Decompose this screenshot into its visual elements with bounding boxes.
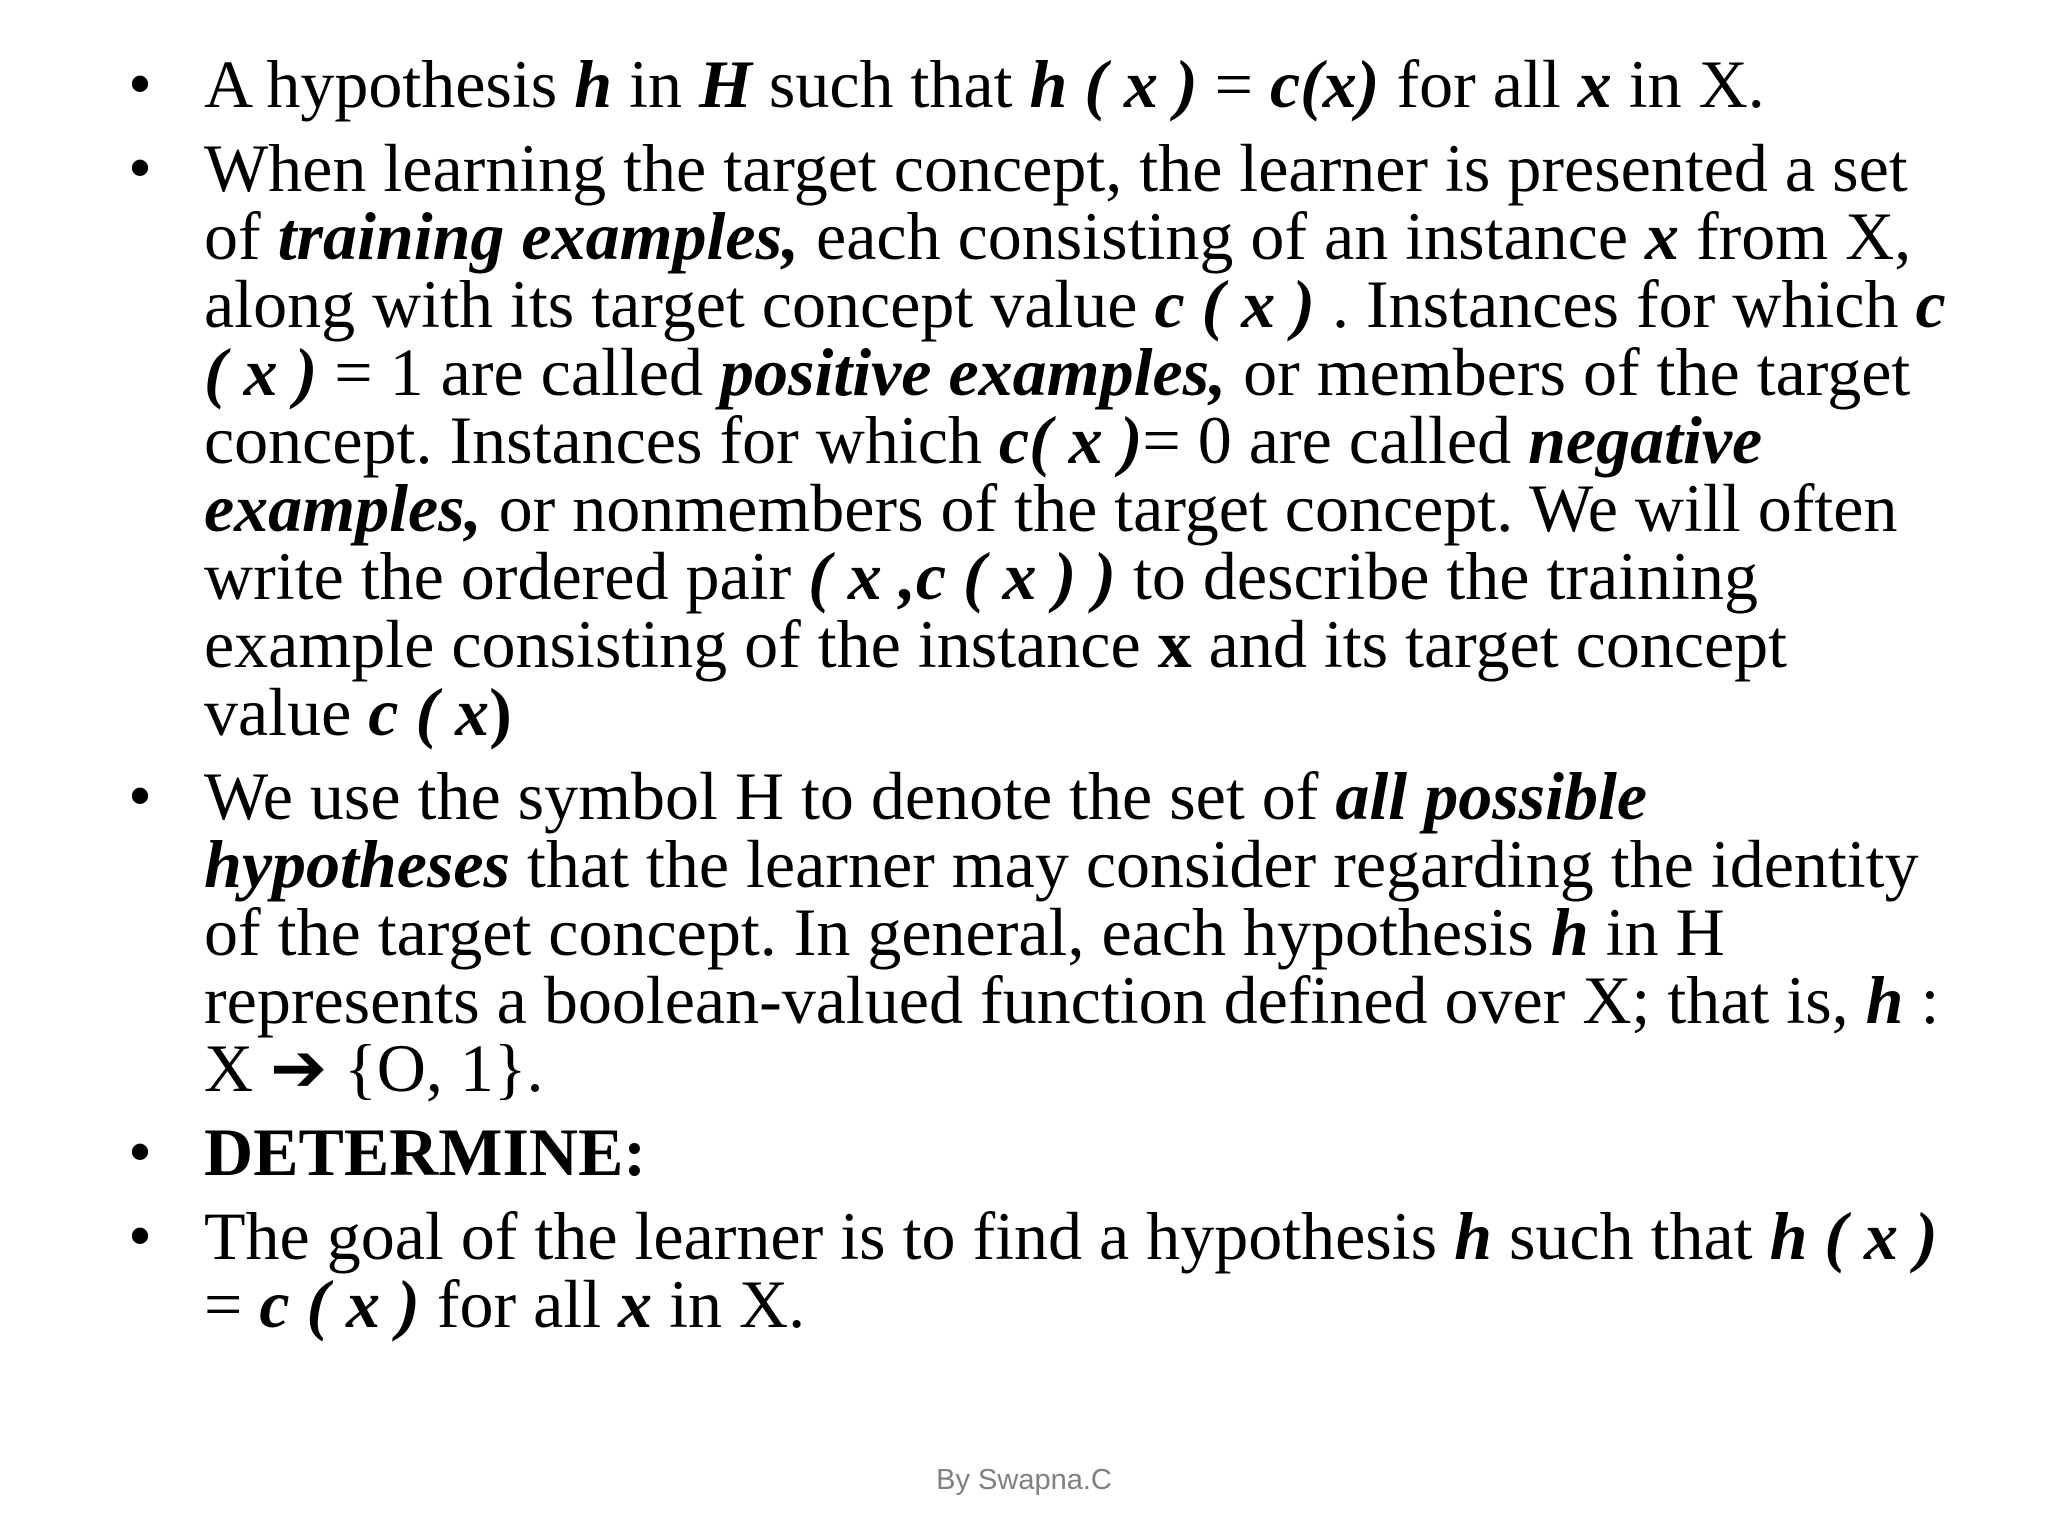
text-run: c ( x [368, 674, 490, 750]
bullet-icon: • [129, 762, 151, 829]
text-run: c( x ) [998, 402, 1143, 478]
text-run: h [1865, 962, 1904, 1038]
text-run: h [574, 46, 613, 122]
text-run: h ( x ) [1029, 46, 1198, 122]
text-run: A hypothesis [204, 46, 575, 122]
text-run: h ( x ) [1769, 1198, 1938, 1274]
text-run: in X. [1611, 46, 1765, 122]
text-run: training examples, [277, 198, 800, 274]
text-run: c(x) [1269, 46, 1380, 122]
text-run: to describe the training example consisting of the instance [204, 538, 1758, 682]
bullet-item [120, 1198, 1950, 1342]
text-run: x [1577, 46, 1612, 122]
text-run: = [1197, 46, 1270, 122]
text-run: or members of the target concept. Instances for which [204, 334, 1911, 478]
text-run: for all [1379, 46, 1578, 122]
text-run: {O, 1}. [327, 1030, 544, 1106]
text-run: h [1454, 1198, 1492, 1274]
text-run: c ( x ) [1154, 266, 1315, 342]
text-run: x [618, 1266, 653, 1342]
text-run: . Instances for which [1314, 266, 1916, 342]
text-run: such that [1491, 1198, 1770, 1274]
text-run: ) [489, 674, 512, 750]
text-run: h [1550, 894, 1589, 970]
bullet-item [120, 1114, 1950, 1190]
text-run: in [612, 46, 699, 122]
text-run: = 0 are called [1142, 402, 1529, 478]
text-run: from X, along with its target concept value [204, 198, 1912, 342]
text-run: The goal of the learner is to find a hypothesis [204, 1198, 1455, 1274]
bullet-text [204, 46, 1765, 122]
text-run: ( x ,c ( x ) ) [808, 538, 1116, 614]
text-run: negative examples, [204, 402, 1763, 546]
bullet-icon: • [129, 134, 151, 201]
text-run: : X [204, 962, 1940, 1106]
bullet-icon: • [129, 50, 151, 117]
text-run: and its target concept value [204, 606, 1788, 750]
text-run: x [1157, 606, 1192, 682]
bullet-list [120, 46, 1950, 1354]
text-run: We use the symbol H to denote the set of [204, 758, 1336, 834]
text-run: in X. [652, 1266, 806, 1342]
text-run: that the learner may consider regarding the identity of the target concept. In general, each hypothesis [204, 826, 1919, 970]
text-run: c ( x ) [259, 1266, 420, 1342]
text-run: x [1645, 198, 1679, 274]
text-run: for all [419, 1266, 619, 1342]
bullet-text [204, 1198, 1938, 1342]
bullet-text [204, 130, 1946, 750]
text-run: positive examples, [719, 334, 1227, 410]
bullet-icon: • [129, 1118, 151, 1185]
text-run: or nonmembers of the target concept. We will often write the ordered pair [204, 470, 1898, 614]
text-run: such that [751, 46, 1030, 122]
text-run: When learning the target concept, the learner is presented a set of [204, 130, 1908, 274]
bullet-text [204, 758, 1939, 1106]
text-run: = [204, 1266, 260, 1342]
bullet-item [120, 758, 1950, 1106]
text-run: H [698, 46, 752, 122]
text-run: all possible hypotheses [204, 758, 1648, 902]
text-run: each consisting of an instance [799, 198, 1645, 274]
bullet-text [204, 1114, 646, 1190]
bullet-item [120, 130, 1950, 750]
text-run: DETERMINE: [204, 1114, 647, 1190]
footer-credit: By Swapna.C [936, 1464, 1112, 1496]
text-run: in H represents a boolean-valued function defined over X; that is, [204, 894, 1866, 1038]
text-run: ➔ [270, 1030, 328, 1106]
text-run: c ( x ) [204, 266, 1946, 410]
text-run: = 1 are called [317, 334, 720, 410]
bullet-item [120, 46, 1950, 122]
bullet-icon: • [129, 1202, 151, 1269]
